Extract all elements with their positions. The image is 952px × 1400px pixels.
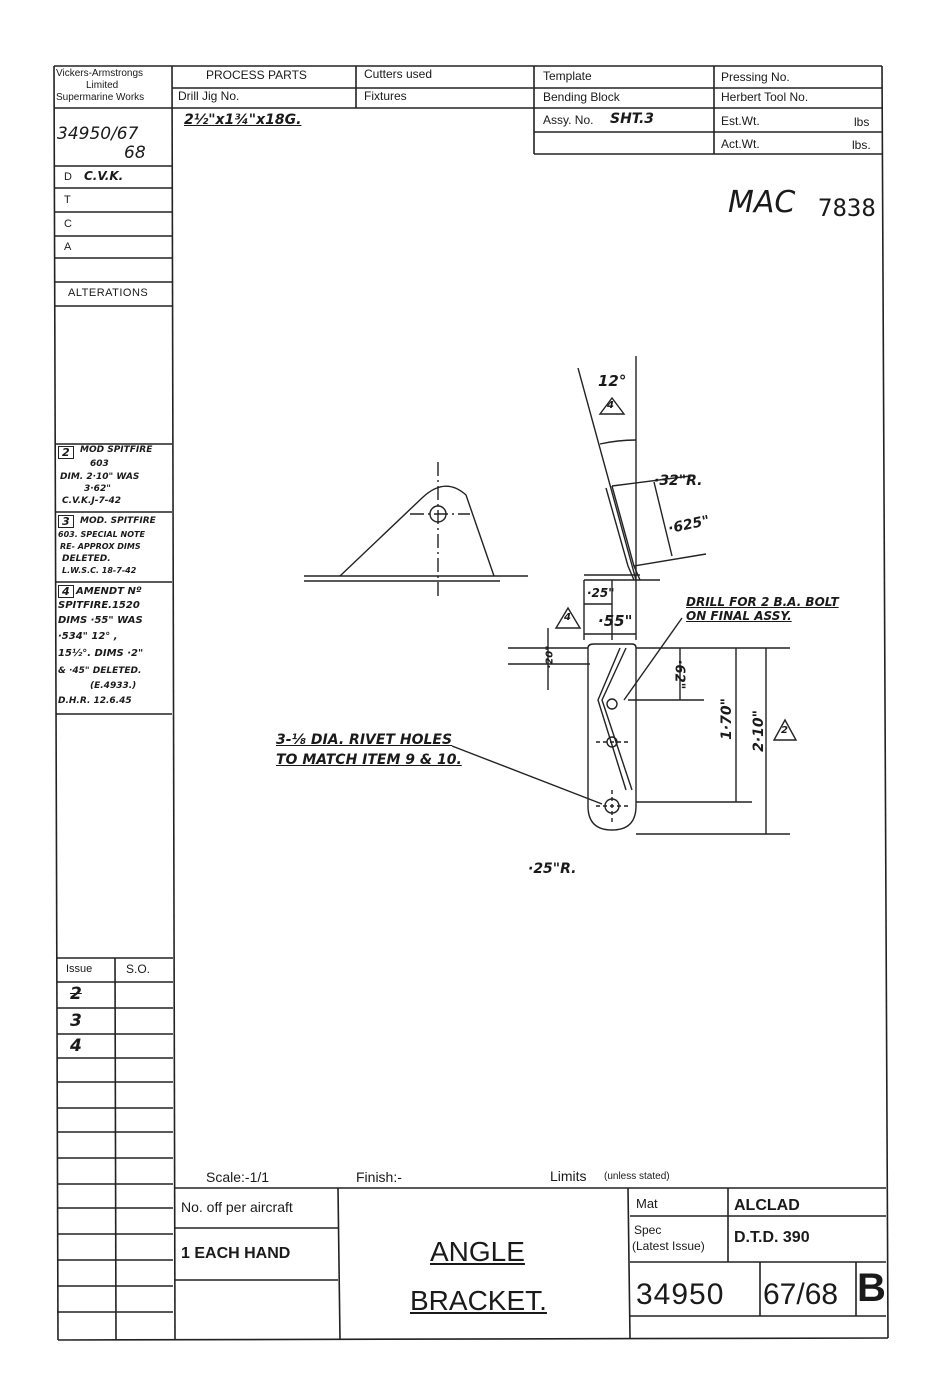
alteration-4-line: (E.4933.) [90,681,137,691]
drill-jig-label: Drill Jig No. [178,89,240,103]
alteration-4-line: AMENDT Nº [76,586,142,597]
alteration-2-line: MOD SPITFIRE [80,445,153,455]
limits-label: Limits [550,1168,587,1184]
drawing-number-line1: 34950/67 [57,124,139,144]
act-wt-label: Act.Wt. [721,137,760,151]
radius-top: ·32"R. [654,473,703,489]
material-value: ALCLAD [734,1197,800,1214]
herbert-tool-label: Herbert Tool No. [721,90,809,104]
issue-letter: B [857,1266,886,1310]
limits-note: (unless stated) [604,1171,670,1182]
dimension-20: ·20" [544,645,556,669]
dimension-170: 1·70" [718,698,735,740]
mat-label: Mat [636,1196,658,1211]
alteration-3-line: 603. SPECIAL NOTE [58,530,145,539]
company-name: Vickers-Armstrongs [56,68,144,79]
alteration-3-line: L.W.S.C. 18-7-42 [62,566,137,575]
drill-note-line1: DRILL FOR 2 B.A. BOLT [686,595,839,609]
alteration-4-line: D.H.R. 12.6.45 [58,696,132,706]
part-title-line2: BRACKET. [410,1285,547,1316]
company-limited: Limited [86,80,119,91]
so-label: S.O. [126,962,151,976]
est-wt-unit: lbs [854,115,870,129]
cutters-used-label: Cutters used [364,67,433,81]
pressing-no-label: Pressing No. [721,70,790,84]
bending-block-label: Bending Block [543,90,620,104]
drawing-number: 34950 [636,1278,725,1311]
alteration-4-line: DIMS ·55" WAS [58,615,143,626]
issue-4: 4 [70,1036,82,1056]
spec-value: D.T.D. 390 [734,1229,810,1246]
radius-bottom: ·25"R. [528,861,577,877]
row-letter-c: C [64,218,72,230]
alteration-4-number: 4 [58,585,74,598]
alteration-3-line: MOD. SPITFIRE [80,516,156,526]
finish-label: Finish:- [356,1169,402,1185]
assy-no-label: Assy. No. [543,113,594,127]
row-letter-d: D [64,171,72,183]
row-letter-a: A [64,241,72,253]
issue-3: 3 [70,1011,82,1031]
alteration-2-line: DIM. 2·10" WAS [60,472,140,482]
alteration-3-number: 3 [58,515,74,528]
no-off-value: 1 EACH HAND [181,1245,291,1262]
scale-label: Scale:-1/1 [206,1169,270,1185]
spec-latest-issue: (Latest Issue) [632,1239,705,1253]
dimension-210: 2·10" [750,710,767,752]
dimension-625: ·625" [666,512,712,538]
drill-note-line2: ON FINAL ASSY. [686,609,792,623]
alteration-2-line: C.V.K.J-7-42 [62,496,122,506]
rivet-note-line2: TO MATCH ITEM 9 & 10. [276,752,462,768]
alterations-label: ALTERATIONS [68,287,149,299]
drill-hole [607,699,617,709]
material-size: 2½"x1¾"x18G. [184,112,302,128]
dimension-62: ·62" [671,659,687,690]
mac-mark: MAC [728,185,796,220]
reference-number: 7838 [818,194,876,222]
est-wt-label: Est.Wt. [721,114,760,128]
alteration-2-line: 3·62" [84,484,111,494]
alteration-4-line: ·534" 12° , [58,631,118,642]
drawing-sheets: 67/68 [763,1278,839,1311]
angle-dimension: 12° [598,372,627,390]
drawn-by: C.V.K. [84,169,124,183]
alteration-4-line: 15½°. DIMS ·2" [58,648,144,659]
no-off-label: No. off per aircraft [181,1199,293,1215]
spec-label: Spec [634,1223,662,1237]
drawing-number-line2: 68 [124,143,146,163]
rivet-note-line1: 3-⅛ DIA. RIVET HOLES [276,732,453,748]
row-letter-t: T [64,194,71,206]
alteration-4-line: & ·45" DELETED. [58,666,142,676]
part-title-line1: ANGLE [430,1236,525,1267]
alteration-3-line: RE- APPROX DIMS [60,542,141,551]
alteration-4-line: SPITFIRE.1520 [58,600,140,611]
dimension-25: ·25" [587,586,615,600]
side-view-outline [340,486,494,576]
company-works: Supermarine Works [56,92,145,103]
alteration-3-line: DELETED. [62,554,111,564]
revision-marker-4-mid: 4 [564,612,571,623]
act-wt-unit: lbs. [852,138,871,152]
process-parts-label: PROCESS PARTS [206,68,307,82]
revision-marker-2: 2 [781,725,788,736]
issue-label: Issue [66,963,93,975]
fixtures-label: Fixtures [364,89,407,103]
assy-no-value: SHT.3 [610,111,655,127]
issue-2: 2 [70,984,82,1004]
alteration-2-line: 603 [90,459,109,469]
dimension-55: ·55" [598,612,633,630]
template-label: Template [543,69,592,83]
revision-marker-4-top: 4 [607,400,614,411]
alteration-2-number: 2 [58,446,74,459]
